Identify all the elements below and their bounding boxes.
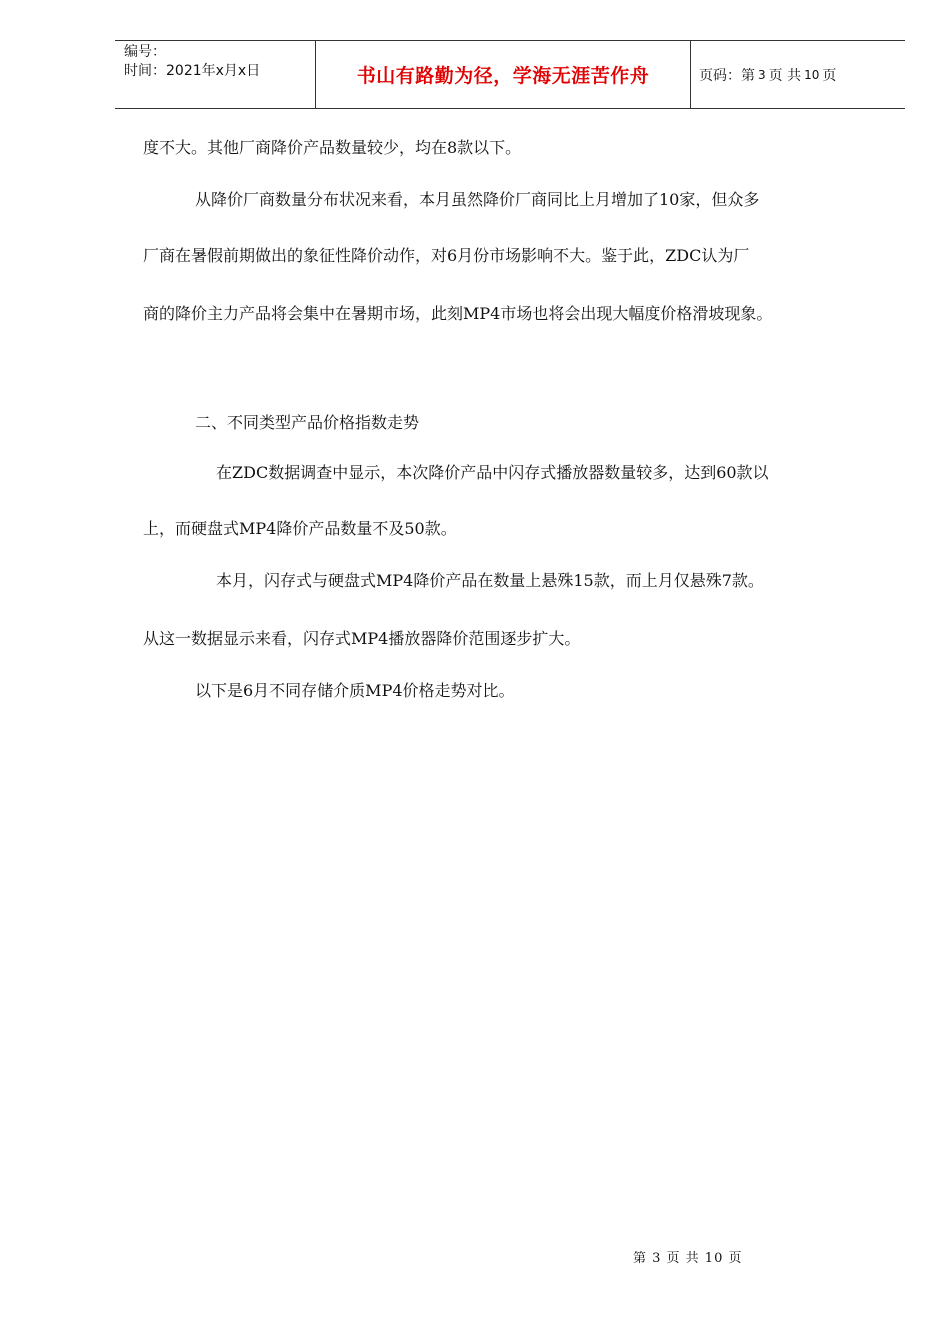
document-time-label: 时间：2021年x月x日 — [124, 63, 261, 79]
page-current: 3 — [758, 67, 766, 82]
header-meta — [115, 41, 315, 108]
page-total: 10 — [804, 67, 820, 82]
paragraph-line: 商的降价主力产品将会集中在暑期市场，此刻MP4市场也将会出现大幅度价格滑坡现象。 — [143, 304, 773, 323]
paragraph-line: 上，而硬盘式MP4降价产品数量不及50款。 — [143, 519, 457, 538]
section-heading: 二、不同类型产品价格指数走势 — [195, 413, 420, 432]
page-header — [115, 40, 905, 109]
page-label-suffix: 页 — [822, 67, 837, 84]
page-label-prefix: 页码：第 — [699, 67, 755, 84]
document-number-label: 编号： — [124, 44, 166, 60]
paragraph-line: 在ZDC数据调查中显示，本次降价产品中闪存式播放器数量较多，达到60款以 — [216, 463, 769, 482]
paragraph-line: 厂商在暑假前期做出的象征性降价动作，对6月份市场影响不大。鉴于此，ZDC认为厂 — [143, 246, 750, 265]
paragraph-line: 度不大。其他厂商降价产品数量较少，均在8款以下。 — [143, 138, 522, 157]
header-page-indicator — [689, 41, 905, 108]
paragraph-line: 从这一数据显示来看，闪存式MP4播放器降价范围逐步扩大。 — [143, 629, 581, 648]
page-footer: 第 3 页 共 10 页 — [633, 1251, 743, 1266]
page-label-mid: 页 共 — [768, 67, 802, 84]
paragraph-line: 从降价厂商数量分布状况来看，本月虽然降价厂商同比上月增加了10家，但众多 — [195, 190, 760, 209]
header-motto: 书山有路勤为径，学海无涯苦作舟 — [315, 41, 691, 108]
paragraph-line: 以下是6月不同存储介质MP4价格走势对比。 — [195, 681, 515, 700]
paragraph-line: 本月，闪存式与硬盘式MP4降价产品在数量上悬殊15款，而上月仅悬殊7款。 — [216, 571, 764, 590]
